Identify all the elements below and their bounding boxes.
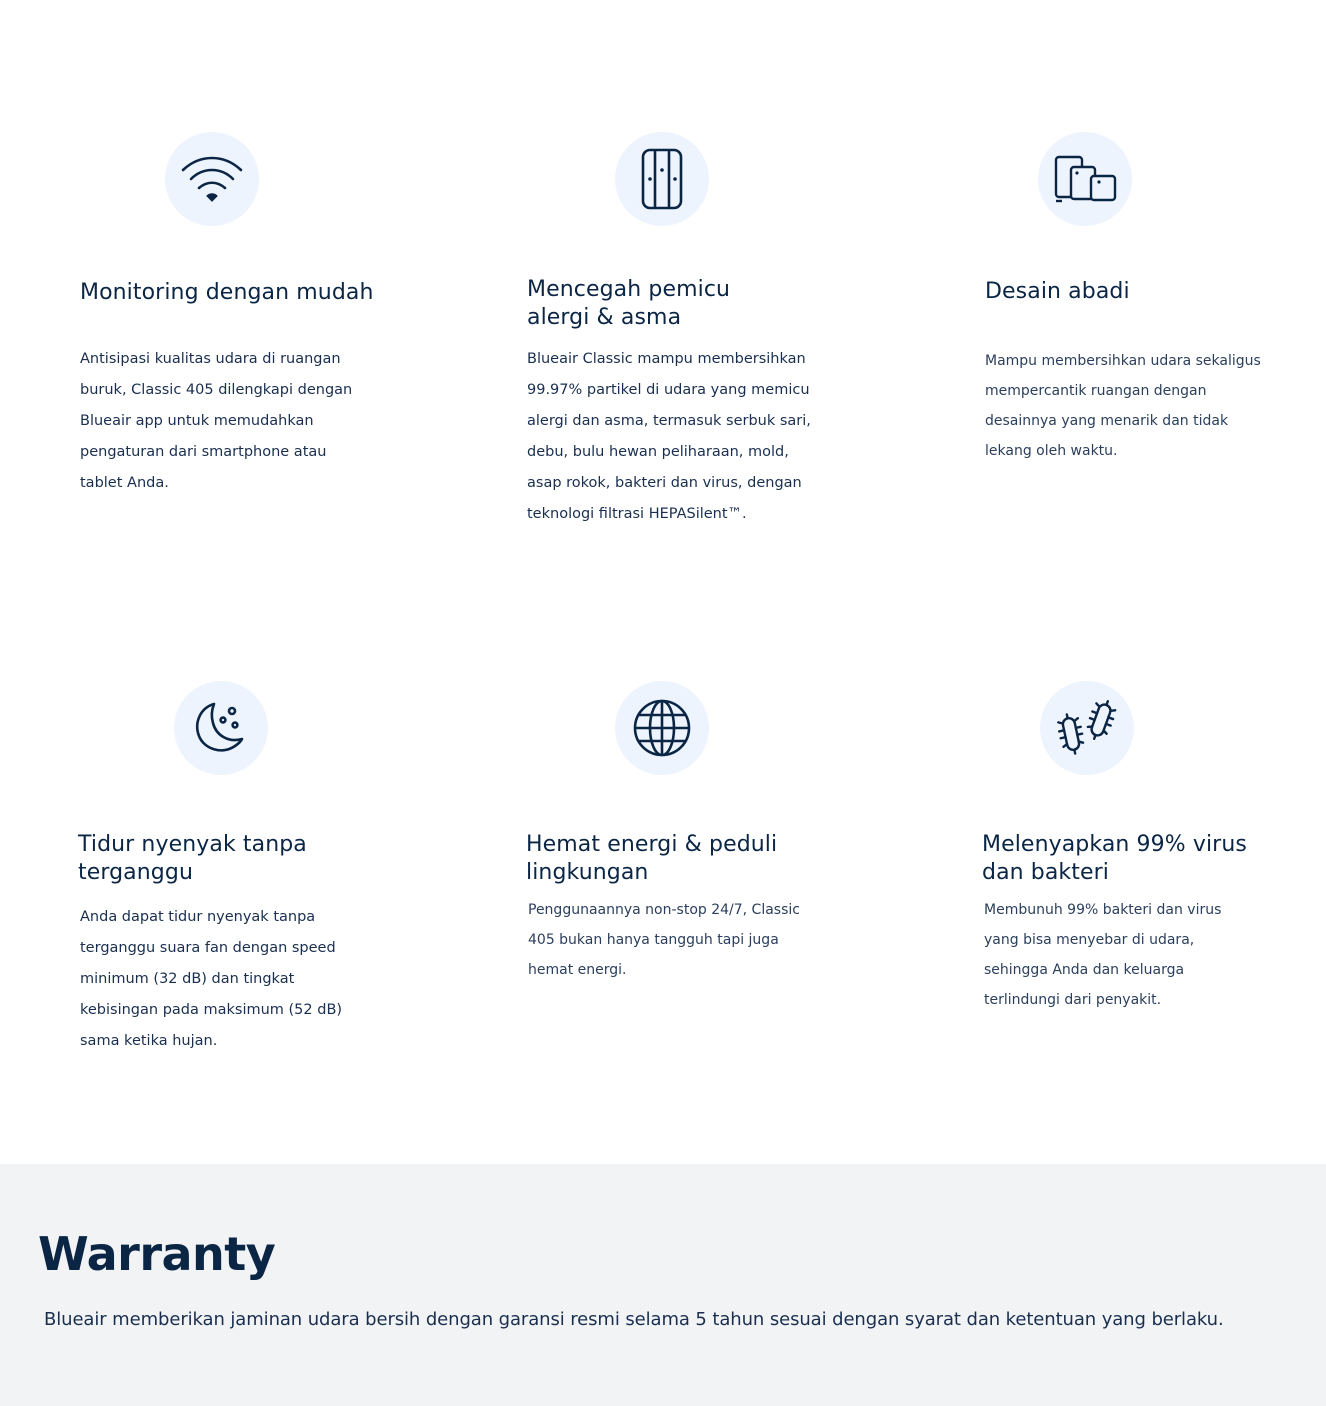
feature-title: Monitoring dengan mudah <box>80 280 374 305</box>
feature-description: Penggunaannya non-stop 24/7, Classic 405 bukan hanya tangguh tapi juga hemat energi. <box>528 902 800 978</box>
warranty-section <box>0 1164 1326 1406</box>
feature-title: Desain abadi <box>985 279 1130 304</box>
warranty-text: Blueair memberikan jaminan udara bersih dengan garansi resmi selama 5 tahun sesuai dengan syarat dan ketentuan yang berlaku. <box>44 1309 1224 1330</box>
feature-description: Antisipasi kualitas udara di ruangan buruk, Classic 405 dilengkapi dengan Blueair app untuk memudahkan pengaturan dari smartphone atau tablet Anda. <box>80 351 353 491</box>
filter-icon <box>640 148 684 210</box>
wifi-icon <box>180 154 244 204</box>
feature-title: Hemat energi & peduli lingkungan <box>526 832 778 885</box>
feature-description: Mampu membersihkan udara sekaligus mempercantik ruangan dengan desainnya yang menarik dan tidak lekang oleh waktu. <box>985 353 1261 459</box>
moon-icon-circle <box>174 681 268 775</box>
feature-title: Melenyapkan 99% virus dan bakteri <box>982 832 1247 885</box>
feature-description: Blueair Classic mampu membersihkan 99.97% partikel di udara yang memicu alergi dan asma, termasuk serbuk sari, debu, bulu hewan peliharaan, mold, asap rokok, bakteri dan virus, dengan teknologi filtrasi HEPASilent™. <box>527 351 811 522</box>
globe-icon <box>632 698 692 758</box>
devices-icon <box>1053 154 1117 204</box>
feature-title: Tidur nyenyak tanpa terganggu <box>78 832 307 885</box>
warranty-title: Warranty <box>38 1227 276 1281</box>
bacteria-icon <box>1057 698 1117 758</box>
feature-description: Anda dapat tidur nyenyak tanpa terganggu suara fan dengan speed minimum (32 dB) dan tingkat kebisingan pada maksimum (52 dB) sama ketika hujan. <box>80 909 343 1049</box>
moon-icon <box>192 699 250 757</box>
bacteria-icon-circle <box>1040 681 1134 775</box>
feature-title: Mencegah pemicu alergi & asma <box>527 277 731 330</box>
globe-icon-circle <box>615 681 709 775</box>
devices-icon-circle <box>1038 132 1132 226</box>
filter-icon-circle <box>615 132 709 226</box>
feature-description: Membunuh 99% bakteri dan virus yang bisa menyebar di udara, sehingga Anda dan keluarga terlindungi dari penyakit. <box>984 902 1222 1008</box>
wifi-icon-circle <box>165 132 259 226</box>
